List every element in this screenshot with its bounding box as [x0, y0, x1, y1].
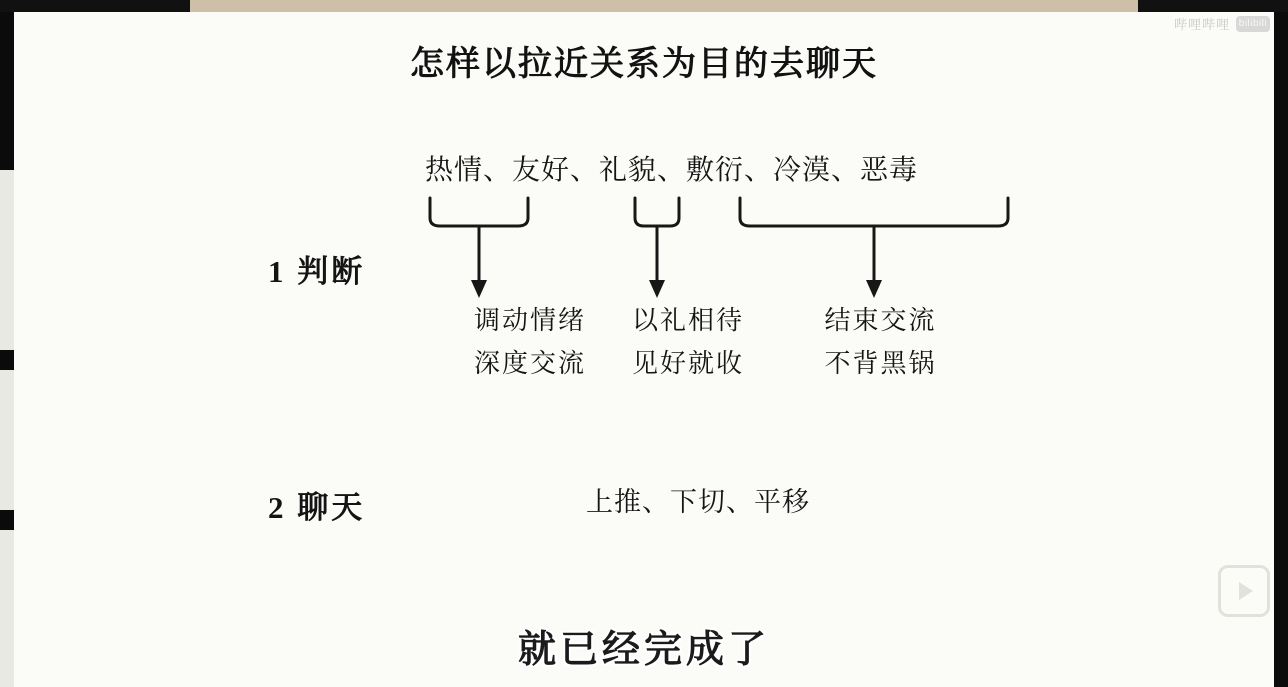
page-title: 怎样以拉近关系为目的去聊天 — [410, 46, 878, 83]
play-logo-icon — [1218, 565, 1270, 617]
outcome-line: 见好就收 — [631, 348, 744, 378]
chat-techniques-row: 上推、下切、平移 — [586, 487, 810, 517]
outcome-column-1 — [455, 300, 605, 386]
edge-band-mid — [0, 370, 14, 510]
watermark-top-right — [1174, 14, 1270, 33]
outcome-line: 不背黑锅 — [824, 348, 937, 378]
letterbox-right — [1274, 0, 1288, 687]
outcome-column-3 — [803, 300, 958, 386]
video-subtitle: 就已经完成了 — [517, 629, 770, 671]
attitude-terms-row: 热情、友好、礼貌、敷衍、冷漠、恶毒 — [425, 155, 919, 186]
arrow-head-3 — [866, 280, 882, 298]
bilibili-logo-icon: bilibili — [1236, 16, 1270, 32]
play-triangle-icon — [1239, 582, 1253, 600]
outcome-line: 结束交流 — [824, 306, 937, 335]
brace-group-1 — [430, 198, 528, 226]
arrow-head-2 — [649, 280, 665, 298]
brace-group-3 — [740, 198, 1008, 226]
row-label-chat: 2 聊天 — [268, 490, 366, 525]
brace-arrow-group — [420, 192, 1040, 302]
brace-group-2 — [635, 198, 679, 226]
strip-right-dark — [1138, 0, 1288, 12]
outcome-line: 以礼相待 — [631, 306, 744, 335]
outcome-line: 调动情绪 — [473, 306, 586, 335]
outcome-line: 深度交流 — [473, 348, 586, 378]
previous-frame-strip — [0, 0, 1288, 12]
outcome-column-2 — [618, 300, 758, 386]
strip-left-dark — [0, 0, 190, 12]
edge-band-upper — [0, 170, 14, 350]
watermark-text: 哔哩哔哩 — [1173, 17, 1230, 32]
arrow-head-1 — [471, 280, 487, 298]
row-label-judge: 1 判断 — [268, 254, 366, 289]
